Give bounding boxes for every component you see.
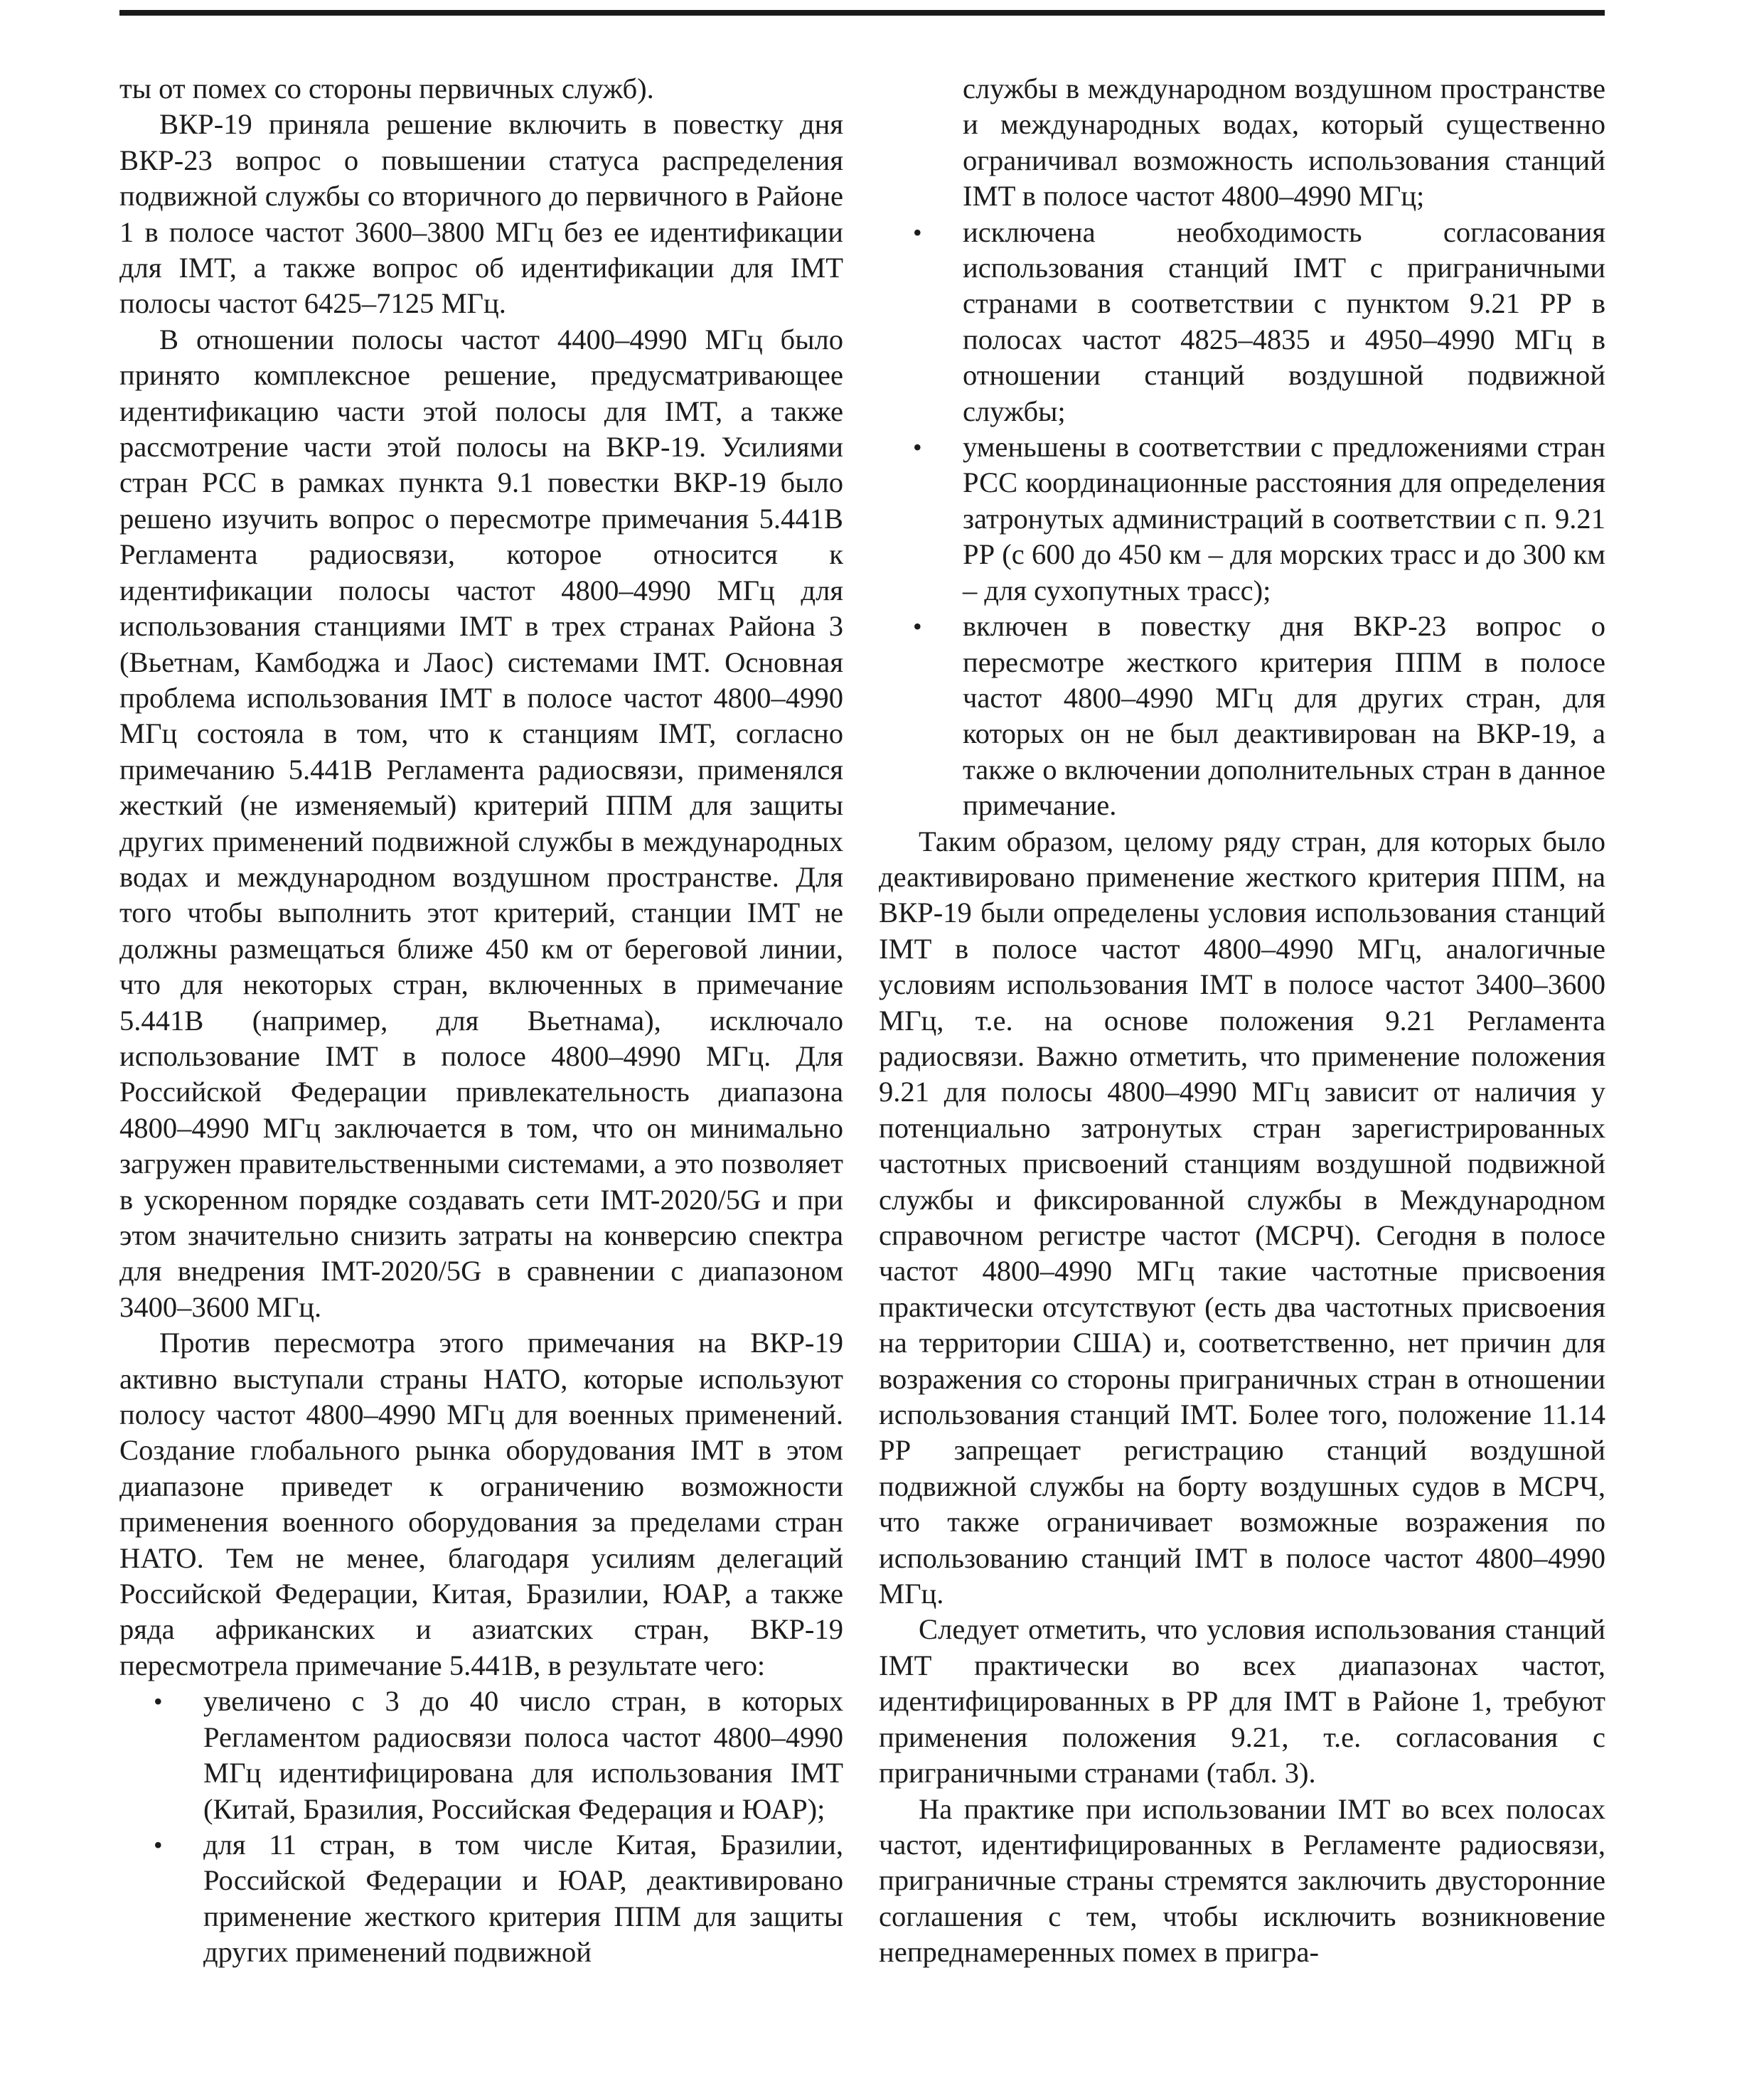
paragraph: Таким образом, целому ряду стран, для которых было деактивировано применение жесткого критерия ППМ, на ВКР-19 были определены условия использования станций IMT в полосе частот 4800–4990 МГц, аналогичные условиям использования IMT в полосе частот 3400–3600 МГц, т.е. на основе положения 9.21 Регламента радиосвязи. Важно отметить, что применение положения 9.21 для полосы 4800–4990 МГц зависит от наличия у потенциально затронутых стран зарегистрированных частотных присвоений станциям воздушной подвижной службы и фиксированной службы в Международном справочном регистре частот (МСРЧ). Сегодня в полосе частот 4800–4990 МГц такие частотные присвоения практически отсутствуют (есть два частотных присвоения на территории США) и, соответственно, нет причин для возражения со стороны приграничных стран в отношении использования станций IMT. Более того, положение 11.14 РР запрещает регистрацию станций воздушной подвижной службы на борту воздушных судов в МСРЧ, что также ограничивает возможные возражения по использованию станций IMT в полосе частот 4800–4990 МГц. [879,825,1605,1610]
bullet-icon: • [154,1830,163,1859]
paragraph: На практике при использовании IMT во всех полосах частот, идентифицированных в Регламенте радиосвязи, приграничные страны стремятся заключить двусторонние соглашения с тем, чтобы исключить возникновение непреднамеренных помех в пригра- [879,1792,1605,1969]
left-column [119,71,843,1971]
paragraph: Против пересмотра этого примечания на ВКР-19 активно выступали страны НАТО, которые используют полосу частот 4800–4990 МГц для военных применений. Создание глобального рынка оборудования IMT в этом диапазоне приведет к ограничению возможности применения военного оборудования за пределами стран НАТО. Тем не менее, благодаря усилиям делегаций Российской Федерации, Китая, Бразилии, ЮАР, а также ряда африканских и азиатских стран, ВКР-19 пересмотрела примечание 5.441B, в результате чего: [119,1327,843,1681]
paragraph: В отношении полосы частот 4400–4990 МГц было принято комплексное решение, предусматривающее идентификацию части этой полосы для IMT, а также рассмотрение части этой полосы на ВКР-19. Усилиями стран РСС в рамках пункта 9.1 повестки ВКР-19 было решено изучить вопрос о пересмотре примечания 5.441B Регламента радиосвязи, которое относится к идентификации полосы частот 4800–4990 МГц для использования станциями IMT в трех странах Района 3 (Вьетнам, Камбоджа и Лаос) системами IMT. Основная проблема использования IMT в полосе частот 4800–4990 МГц состояла в том, что к станциям IMT, согласно примечанию 5.441B Регламента радиосвязи, применялся жесткий (не изменяемый) критерий ППМ для защиты других применений подвижной службы в международных водах и международном воздушном пространстве. Для того чтобы выполнить этот критерий, станции IMT не должны размещаться ближе 450 км от береговой линии, что для некоторых стран, включенных в примечание 5.441B (например, для Вьетнама), исключало использование IMT в полосе 4800–4990 МГц. Для Российской Федерации привлекательность диапазона 4800–4990 МГц заключается в том, что он минимально загружен правительственными системами, а это позволяет в ускоренном порядке создавать сети IMT-2020/5G и при этом значительно снизить затраты на конверсию спектра для внедрения IMT-2020/5G в сравнении с диапазоном 3400–3600 МГц. [119,323,843,1323]
list-item-text: включен в повестку дня ВКР-23 вопрос о пересмотре жесткого критерия ППМ в полосе частот 4800–4990 МГц для других стран, для которых он не был деактивирован на ВКР-19, а также о включении дополнительных стран в данное примечание. [963,610,1605,822]
paragraph: ты от помех со стороны первичных служб). [119,73,654,105]
bullet-icon: • [154,1687,163,1716]
list-item-text: исключена необходимость согласования использования станций IMT с приграничными странами в соответствии с пунктом 9.21 РР в полосах частот 4825–4835 и 4950–4990 МГц в отношении станций воздушной подвижной службы; [963,215,1605,427]
paragraph: Следует отметить, что условия использования станций IMT практически во всех диапазонах частот, идентифицированных в РР для IMT в Районе 1, требуют применения положения 9.21, т.е. согласования с приграничными странами (табл. 3). [879,1613,1605,1789]
list-item-continuation: службы в международном воздушном пространстве и международных водах, который существенно ограничивал возможность использования станций IMT в полосе частот 4800–4990 МГц; [963,73,1605,213]
list-item [879,609,1605,823]
list-item-text: увеличено с 3 до 40 число стран, в которых Регламентом радиосвязи полоса частот 4800–4990 МГц идентифицирована для использования IMT (Китай, Бразилия, Российская Федерация и ЮАР); [203,1685,843,1825]
right-column [879,71,1605,1971]
list-item [879,429,1605,609]
top-rule [119,10,1605,16]
list-item [119,1827,843,1971]
list-item-text: для 11 стран, в том числе Китая, Бразилии, Российской Федерации и ЮАР, деактивировано применение жесткого критерия ППМ для защиты других применений подвижной [203,1828,843,1969]
list-item [879,215,1605,429]
bullet-list [879,215,1605,824]
list-item-text: уменьшены в соответствии с предложениями стран РСС координационные расстояния для определения затронутых администраций в соответствии с п. 9.21 РР (с 600 до 450 км – для морских трасс и до 300 км – для сухопутных трасс); [963,431,1605,606]
bullet-icon: • [913,218,922,247]
paragraph: ВКР-19 приняла решение включить в повестку дня ВКР-23 вопрос о повышении статуса распределения подвижной службы со вторичного до первичного в Районе 1 в полосе частот 3600–3800 МГц без ее идентификации для IMT, а также вопрос об идентификации для IMT полосы частот 6425–7125 МГц. [119,108,843,320]
list-item [119,1684,843,1827]
bullet-list [119,1684,843,1970]
bullet-icon: • [913,612,922,641]
bullet-icon: • [913,433,922,462]
